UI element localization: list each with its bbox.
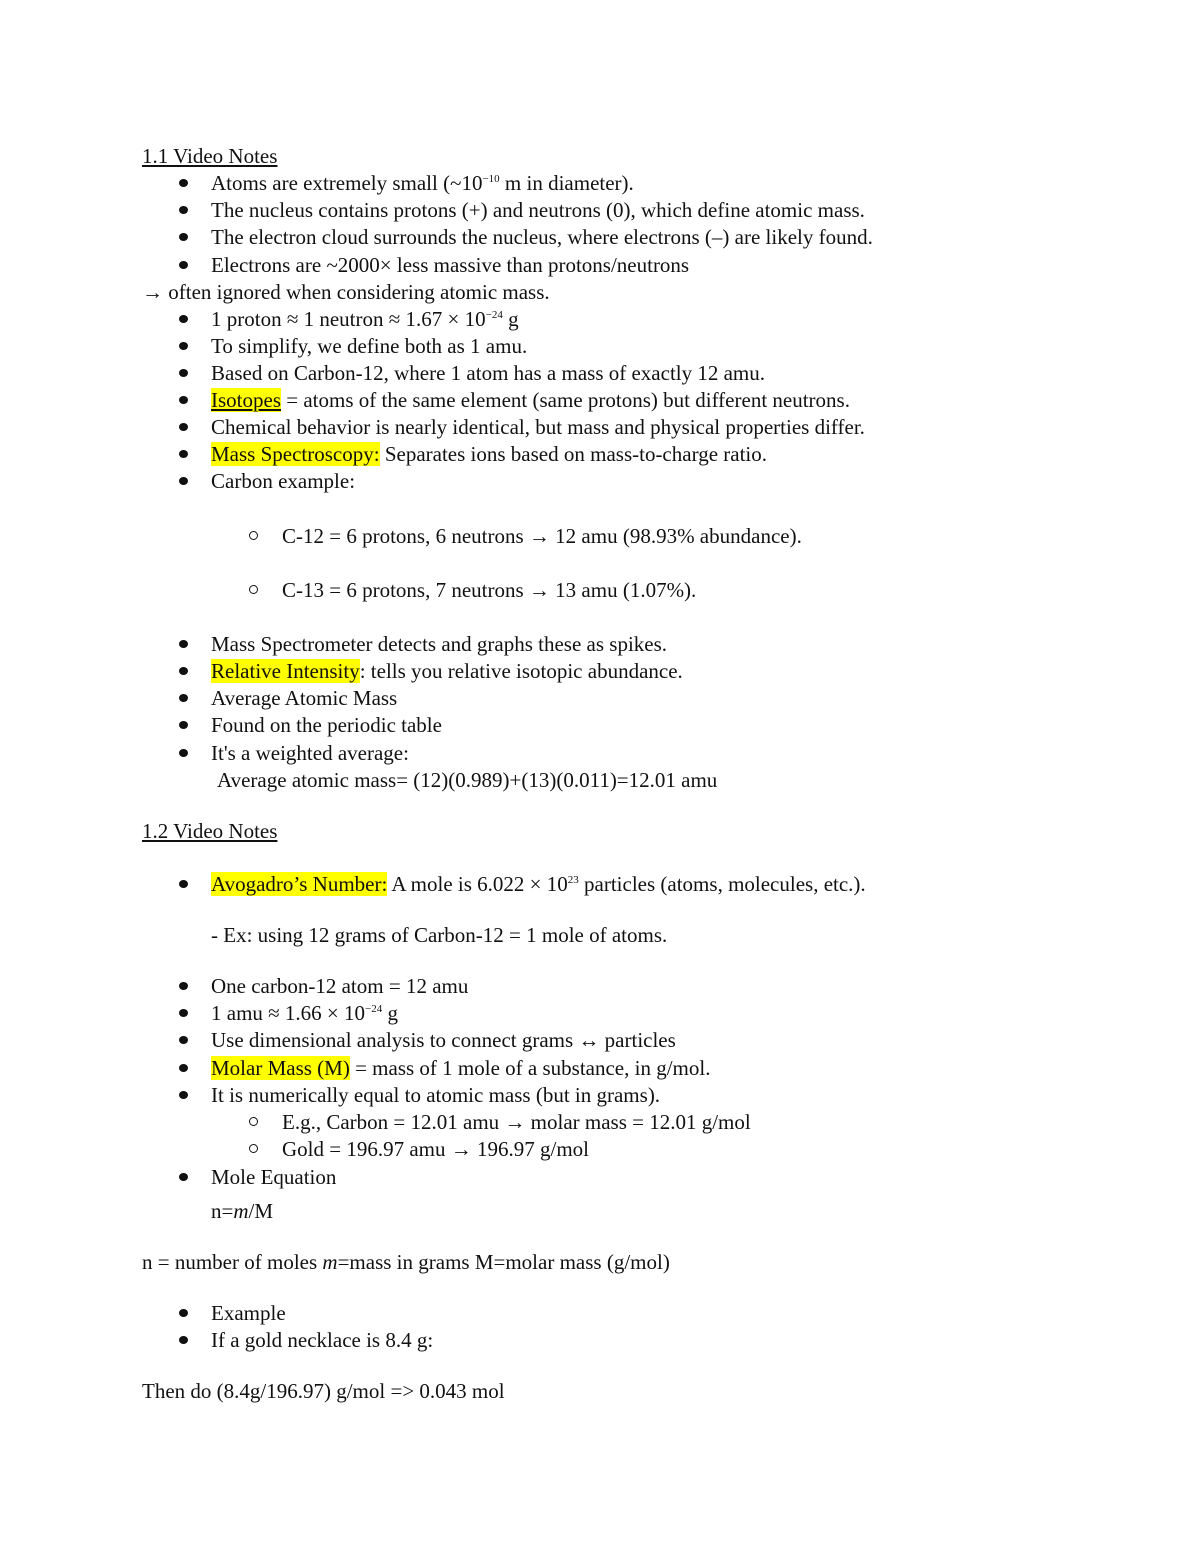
isotopes-term: Isotopes	[211, 388, 281, 412]
bullet-avogadro: Avogadro’s Number: A mole is $6.022 \times 10^{23}$ particles (atoms, molecules, etc.).	[211, 872, 866, 896]
bullet-simplify: To simplify, we define both as 1 amu.	[211, 334, 528, 358]
bullet-electron-mass: Electrons are ~2000× less massive than protons/neutrons	[211, 253, 690, 277]
section-heading-1-2: 1.2 Video Notes	[142, 819, 278, 843]
mass-spectroscopy-term: Mass Spectroscopy:	[211, 442, 380, 466]
sub-bullet-gold: Gold = 196.97 amu → 196.97 g/mol	[282, 1137, 590, 1161]
mole-equation-formula: n=m/M	[211, 1199, 274, 1223]
sub-bullet-carbon-molar: E.g., Carbon = 12.01 amu → molar mass = 12.01 g/mol	[282, 1110, 751, 1134]
bullet-carbon-12: Based on Carbon-12, where 1 atom has a mass of exactly 12 amu.	[211, 361, 766, 385]
bullet-amu-grams: 1 amu ≈ $1.66 \times 10^{-24}$ g	[211, 1001, 398, 1025]
bullet-electron-cloud: The electron cloud surrounds the nucleus, where electrons (–) are likely found.	[211, 225, 873, 249]
bullet-dimensional-analysis: Use dimensional analysis to connect grams ↔ particles	[211, 1028, 676, 1052]
example-carbon-mole: - Ex: using 12 grams of Carbon-12 = 1 mole of atoms.	[211, 923, 668, 947]
molar-mass-term: Molar Mass (M)	[211, 1056, 350, 1080]
bullet-average-atomic-mass: Average Atomic Mass	[211, 686, 398, 710]
sub-bullet-c12: C-12 = 6 protons, 6 neutrons → 12 amu (98.93% abundance).	[282, 524, 802, 548]
bullet-numerically-equal: It is numerically equal to atomic mass (but in grams).	[211, 1083, 661, 1107]
bullet-carbon-example: Carbon example:	[211, 469, 356, 493]
bullet-spectrometer: Mass Spectrometer detects and graphs these as spikes.	[211, 632, 668, 656]
bullet-example: Example	[211, 1301, 286, 1325]
bullet-proton-mass: 1 proton ≈ 1 neutron ≈ $1.67 \times 10^{-24}$ g	[211, 307, 519, 331]
bullet-weighted-average: It's a weighted average:	[211, 741, 409, 765]
calculation-result: Then do (8.4g/196.97) g/mol => 0.043 mol	[142, 1379, 505, 1403]
bullet-nucleus: The nucleus contains protons (+) and neutrons (0), which define atomic mass.	[211, 198, 865, 222]
bullet-periodic-table: Found on the periodic table	[211, 713, 442, 737]
bullet-molar-mass: Molar Mass (M) = mass of 1 mole of a substance, in g/mol.	[211, 1056, 711, 1080]
bullet-isotopes: Isotopes = atoms of the same element (same protons) but different neutrons.	[211, 388, 850, 412]
avogadro-term: Avogadro’s Number:	[211, 872, 388, 896]
average-mass-formula: Average atomic mass= (12)(0.989)+(13)(0.011)=12.01 amu	[217, 768, 718, 792]
bullet-one-carbon-atom: One carbon-12 atom = 12 amu	[211, 974, 469, 998]
sub-bullet-c13: C-13 = 6 protons, 7 neutrons → 13 amu (1.07%).	[282, 578, 697, 602]
bullet-mass-spectroscopy: Mass Spectroscopy: Separates ions based on mass-to-charge ratio.	[211, 442, 767, 466]
bullet-chemical-behavior: Chemical behavior is nearly identical, but mass and physical properties differ.	[211, 415, 865, 439]
bullet-atom-size: Atoms are extremely small ($\sim 10^{-10}$ m in diameter).	[211, 171, 634, 195]
bullet-gold-necklace: If a gold necklace is 8.4 g:	[211, 1328, 434, 1352]
mole-equation-legend: n = number of moles m=mass in grams M=molar mass (g/mol)	[142, 1250, 670, 1274]
relative-intensity-term: Relative Intensity	[211, 659, 360, 683]
bullet-mole-equation: Mole Equation	[211, 1165, 337, 1189]
bullet-relative-intensity: Relative Intensity: tells you relative isotopic abundance.	[211, 659, 683, 683]
section-heading-1-1: 1.1 Video Notes	[142, 144, 278, 168]
note-often-ignored: → often ignored when considering atomic mass.	[142, 280, 550, 304]
